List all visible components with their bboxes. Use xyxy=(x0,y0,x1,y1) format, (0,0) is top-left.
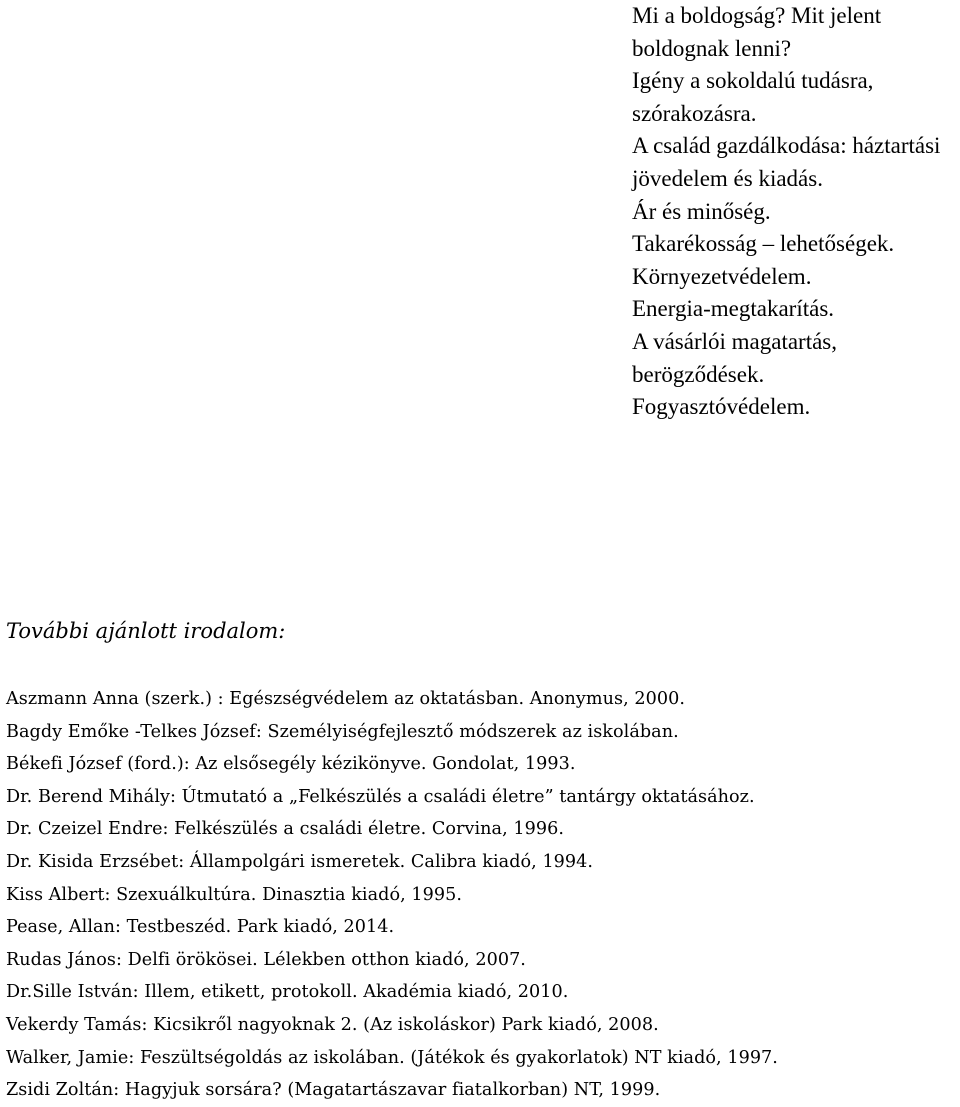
literature-item: Bagdy Emőke -Telkes József: Személyiségfejlesztő módszerek az iskolában. xyxy=(6,721,679,742)
topic-item: Fogyasztóvédelem. xyxy=(632,394,811,420)
literature-item: Rudas János: Delfi örökösei. Lélekben otthon kiadó, 2007. xyxy=(6,949,526,970)
literature-item: Zsidi Zoltán: Hagyjuk sorsára? (Magatartászavar fiatalkorban) NT, 1999. xyxy=(6,1080,661,1101)
literature-item: Dr. Berend Mihály: Útmutató a „Felkészülés a családi életre” tantárgy oktatásához. xyxy=(6,786,755,807)
literature-heading: További ajánlott irodalom: xyxy=(6,619,286,643)
literature-item: Vekerdy Tamás: Kicsikről nagyoknak 2. (Az iskoláskor) Park kiadó, 2008. xyxy=(6,1014,659,1035)
topic-item: Takarékosság – lehetőségek. xyxy=(632,231,895,257)
topic-item: A család gazdálkodása: háztartási jövedelem és kiadás. xyxy=(632,133,941,191)
literature-list xyxy=(6,683,960,1107)
topic-list xyxy=(632,0,952,424)
topic-item: Igény a sokoldalú tudásra, szórakozásra. xyxy=(632,68,874,126)
literature-item: Dr. Kisida Erzsébet: Állampolgári ismeretek. Calibra kiadó, 1994. xyxy=(6,851,594,872)
literature-item: Dr.Sille István: Illem, etikett, protokoll. Akadémia kiadó, 2010. xyxy=(6,982,569,1003)
topic-item: Környezetvédelem. xyxy=(632,263,812,289)
literature-item: Pease, Allan: Testbeszéd. Park kiadó, 2014. xyxy=(6,917,395,938)
topic-item: A vásárlói magatartás, berögződések. xyxy=(632,328,838,387)
literature-item: Aszmann Anna (szerk.) : Egészségvédelem az oktatásban. Anonymus, 2000. xyxy=(6,689,685,709)
topic-item: Mi a boldogság? Mit jelent boldognak lenni? xyxy=(632,3,882,61)
topic-item: Energia-megtakarítás. xyxy=(632,296,835,322)
literature-item: Kiss Albert: Szexuálkultúra. Dinasztia kiadó, 1995. xyxy=(6,884,463,905)
topic-item: Ár és minőség. xyxy=(632,198,771,224)
literature-item: Walker, Jamie: Feszültségoldás az iskolában. (Játékok és gyakorlatok) NT kiadó, 1997. xyxy=(6,1047,778,1068)
literature-item: Békefi József (ford.): Az elsősegély kézikönyve. Gondolat, 1993. xyxy=(6,754,576,775)
literature-item: Dr. Czeizel Endre: Felkészülés a családi életre. Corvina, 1996. xyxy=(6,819,564,840)
